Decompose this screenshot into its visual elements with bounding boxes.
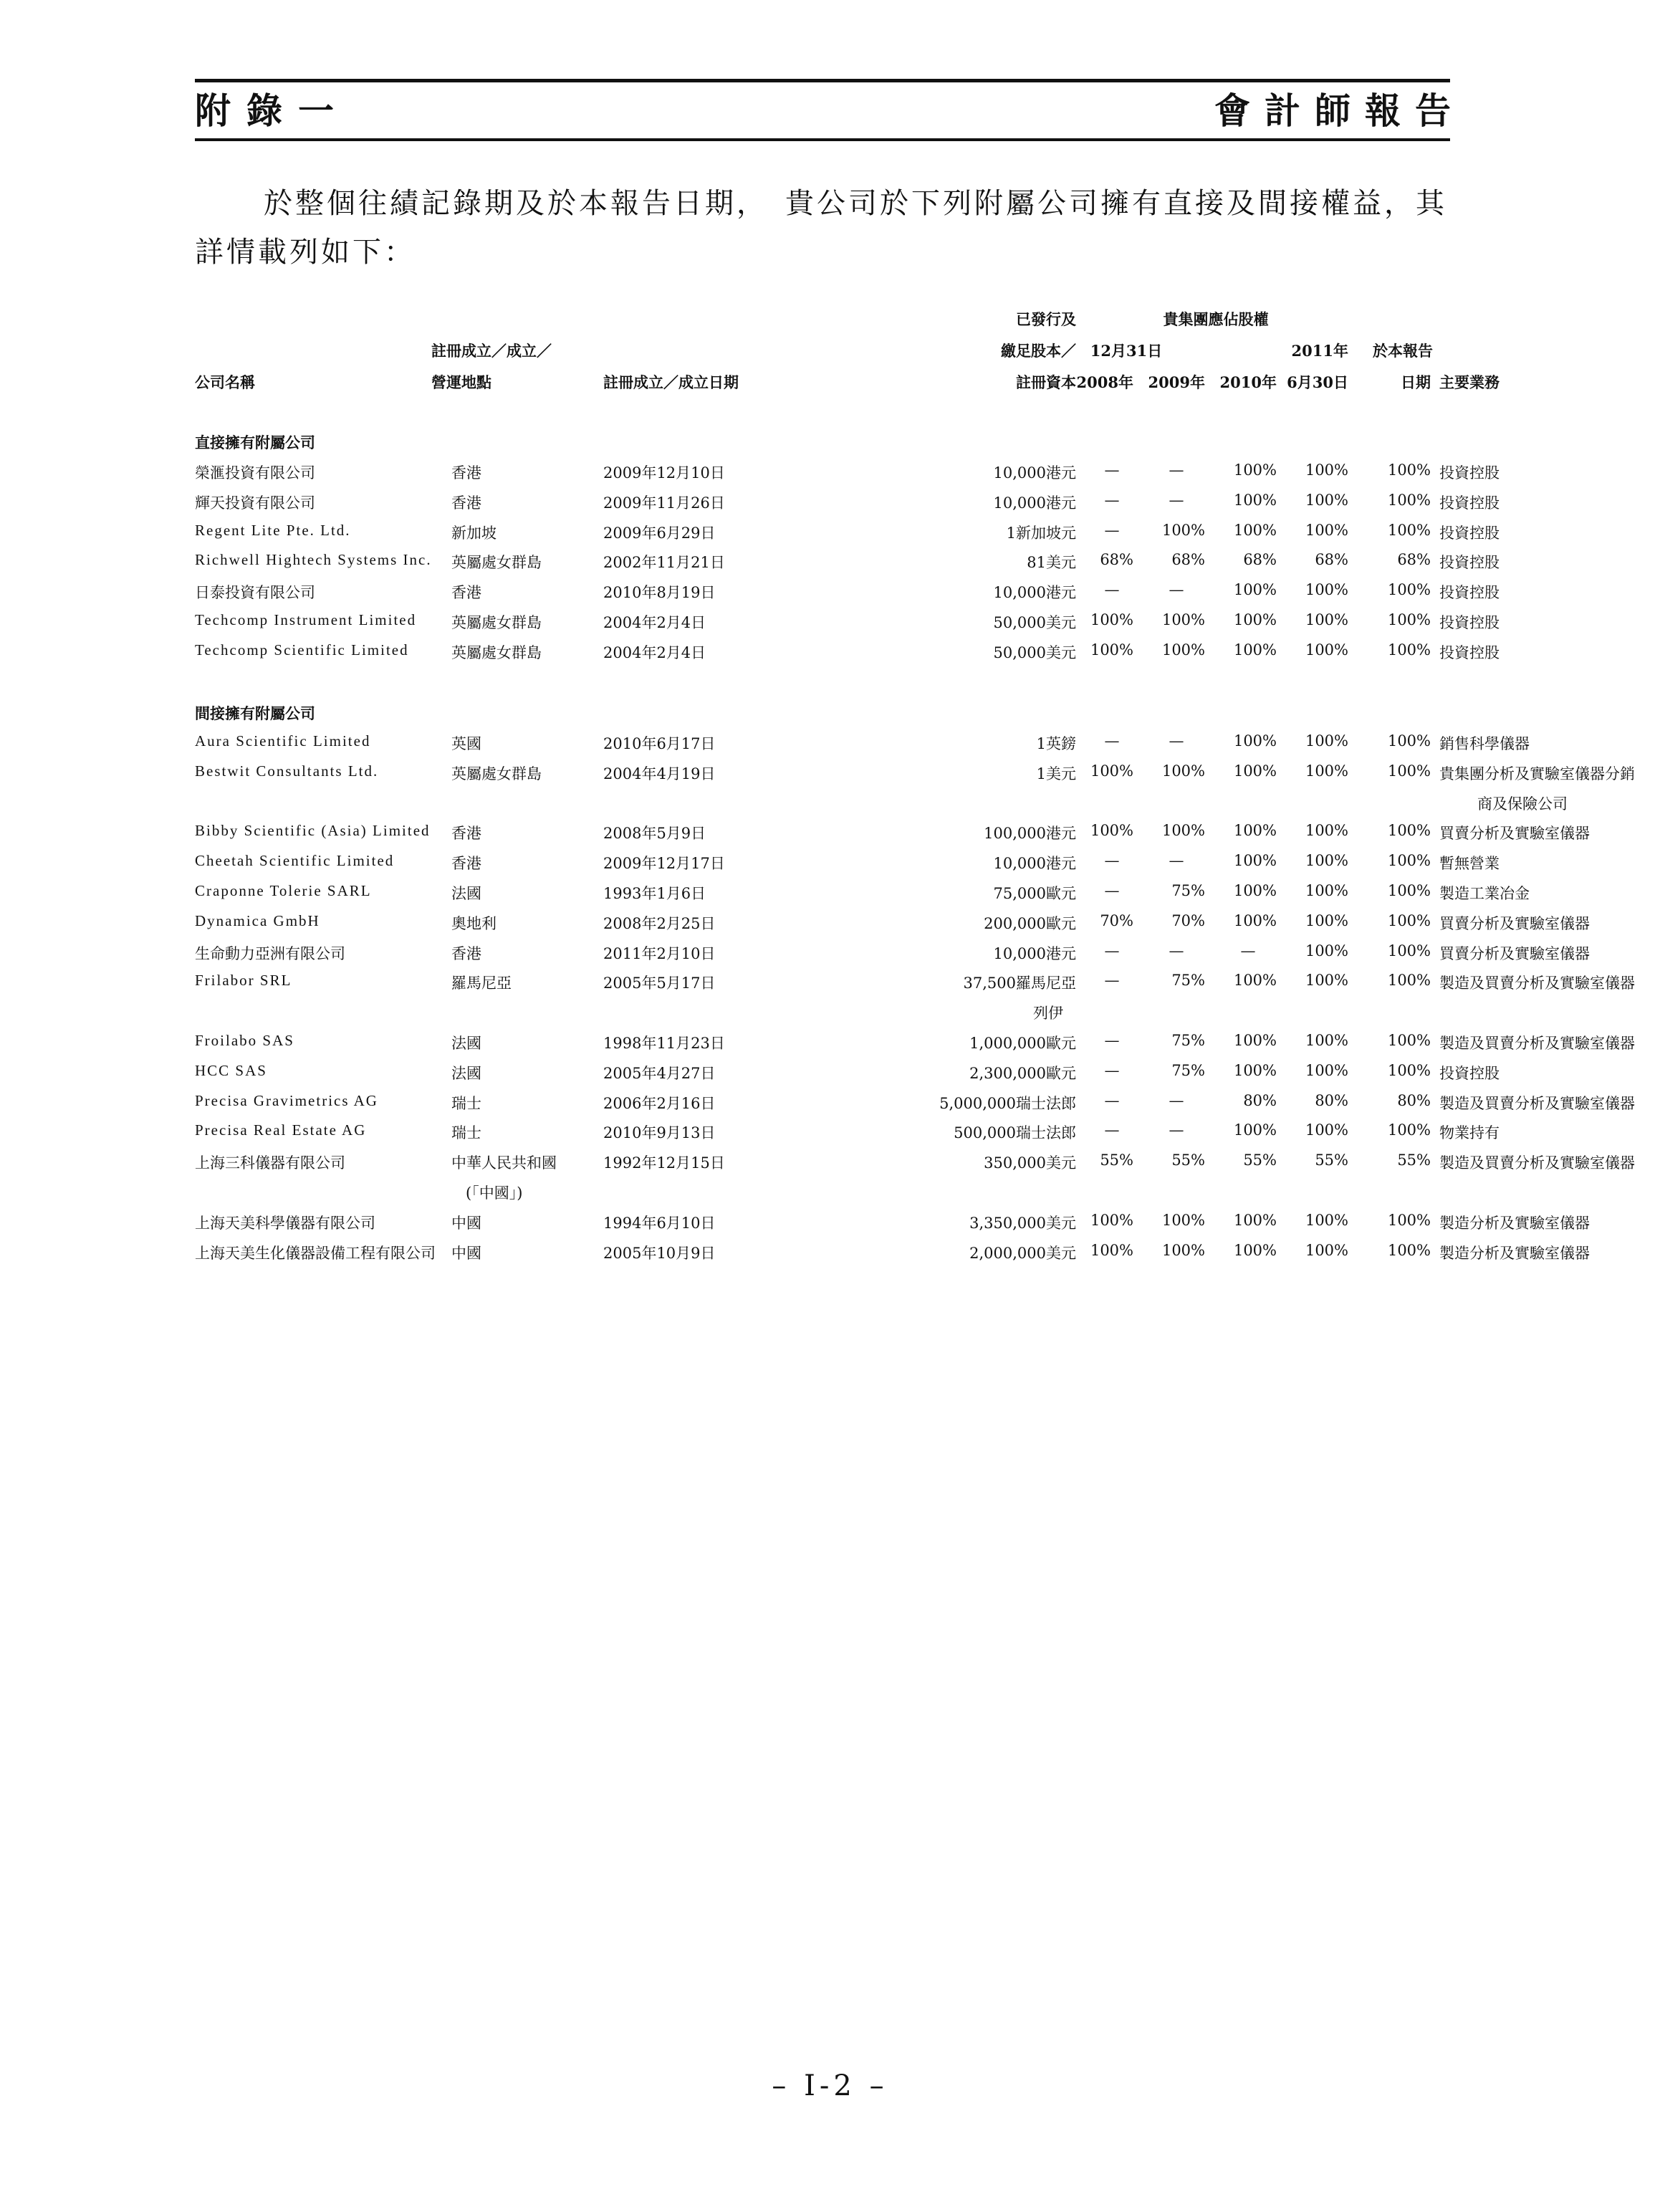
cell-date: 1992年12月15日 xyxy=(603,1154,725,1172)
cell-place: 法國 xyxy=(451,885,481,902)
cell-company: Techcomp Instrument Limited xyxy=(195,611,417,628)
cell-capital: 1,000,000歐元 xyxy=(969,1035,1076,1052)
cell-y2009: 100% xyxy=(1161,1211,1205,1229)
cell-company: Craponne Tolerie SARL xyxy=(195,882,372,899)
cell-y2008: — xyxy=(1104,521,1120,539)
cell-capital: 100,000港元 xyxy=(984,825,1076,843)
cell-place: 英屬處女群島 xyxy=(451,614,542,631)
cell-y2008: — xyxy=(1104,972,1120,990)
cell-company: Richwell Hightech Systems Inc. xyxy=(195,551,432,569)
cell-company: Precisa Gravimetrics AG xyxy=(195,1091,378,1109)
cell-business: 製造及買賣分析及實驗室儀器 xyxy=(1439,1154,1635,1172)
cell-capital: 3,350,000美元 xyxy=(969,1214,1076,1232)
cell-place: 法國 xyxy=(451,1035,481,1052)
cell-y2009: — xyxy=(1169,581,1184,599)
cell-date: 2008年2月25日 xyxy=(603,914,716,932)
cell-place: 英屬處女群島 xyxy=(451,643,542,661)
cell-jun2011: 100% xyxy=(1305,611,1348,628)
cell-y2009: 70% xyxy=(1171,911,1205,929)
cell-y2009: 68% xyxy=(1171,551,1205,569)
cell-date: 1993年1月6日 xyxy=(603,885,706,902)
cell-jun2011: 100% xyxy=(1305,1032,1348,1049)
cell-business: 買賣分析及實驗室儀器 xyxy=(1439,914,1590,932)
cell-company: Bestwit Consultants Ltd. xyxy=(195,762,379,780)
cell-report: 100% xyxy=(1387,1211,1431,1229)
cell-y2008: 100% xyxy=(1090,762,1133,780)
cell-date: 2008年5月9日 xyxy=(603,825,706,843)
cell-report: 68% xyxy=(1397,551,1431,569)
cell-jun2011: 80% xyxy=(1315,1091,1348,1109)
cell-y2008: — xyxy=(1104,461,1120,479)
cell-place: 香港 xyxy=(451,494,481,512)
th-place-2: 營運地點 xyxy=(431,373,491,391)
cell-capital: 1美元 xyxy=(1036,765,1076,782)
intro-paragraph: 於整個往績記錄期及於本報告日期， 貴公司於下列附屬公司擁有直接及間接權益，其詳情載列如下： xyxy=(195,187,1447,269)
th-company: 公司名稱 xyxy=(195,373,255,391)
cell-report: 100% xyxy=(1387,1121,1431,1139)
cell-company: 日泰投資有限公司 xyxy=(195,584,315,602)
cell-business: 暫無營業 xyxy=(1439,855,1500,873)
cell-y2008: 70% xyxy=(1100,911,1133,929)
cell-report: 55% xyxy=(1397,1152,1431,1169)
cell-y2008: — xyxy=(1104,852,1120,870)
cell-company: Precisa Real Estate AG xyxy=(195,1121,367,1139)
cell-y2009: 100% xyxy=(1161,521,1205,539)
cell-y2009: 100% xyxy=(1161,641,1205,659)
cell-y2008: 100% xyxy=(1090,641,1133,659)
cell-place: 瑞士 xyxy=(451,1094,481,1112)
cell-report: 100% xyxy=(1387,491,1431,509)
cell-y2010: 100% xyxy=(1233,1211,1277,1229)
cell-date: 2010年6月17日 xyxy=(603,735,716,752)
cell-date: 2004年4月19日 xyxy=(603,765,716,782)
cell-place: 瑞士 xyxy=(451,1124,481,1142)
header-top-rule xyxy=(195,79,1450,82)
cell-y2010: 100% xyxy=(1233,852,1277,870)
cell-company: 上海三科儀器有限公司 xyxy=(195,1154,345,1172)
cell-company: 生命動力亞洲有限公司 xyxy=(195,944,345,962)
cell-y2008: — xyxy=(1104,581,1120,599)
cell-capital: 500,000瑞士法郎 xyxy=(954,1124,1076,1142)
cell-report: 100% xyxy=(1387,461,1431,479)
th-issued-2: 繳足股本／ xyxy=(1001,342,1076,360)
cell-y2010: 100% xyxy=(1233,611,1277,628)
cell-place: 英屬處女群島 xyxy=(451,765,542,782)
cell-y2009: 75% xyxy=(1171,1032,1205,1049)
cell-company: 輝天投資有限公司 xyxy=(195,494,315,512)
cell-capital: 1新加坡元 xyxy=(1006,524,1076,542)
cell-y2008: — xyxy=(1104,732,1120,750)
cell-business: 貴集團分析及實驗室儀器分銷 xyxy=(1439,765,1635,782)
cell-capital: 5,000,000瑞士法郎 xyxy=(939,1094,1076,1112)
cell-y2008: — xyxy=(1104,1032,1120,1049)
cell-report: 100% xyxy=(1387,521,1431,539)
cell-capital: 10,000港元 xyxy=(993,584,1076,602)
cell-y2010: 100% xyxy=(1233,882,1277,899)
th-business: 主要業務 xyxy=(1439,373,1500,391)
cell-business: 投資控股 xyxy=(1439,584,1500,602)
cell-place: 香港 xyxy=(451,944,481,962)
cell-y2008: — xyxy=(1104,942,1120,959)
cell-company: 上海天美生化儀器設備工程有限公司 xyxy=(195,1244,436,1262)
cell-jun2011: 100% xyxy=(1305,581,1348,599)
appendix-title: 附錄一 xyxy=(195,90,350,132)
cell-date: 2009年12月17日 xyxy=(603,855,725,873)
cell-company: Dynamica GmbH xyxy=(195,911,320,929)
cell-place: 中國 xyxy=(451,1244,481,1262)
cell-place: 香港 xyxy=(451,825,481,843)
cell-report: 100% xyxy=(1387,581,1431,599)
th-jun30: 6月30日 xyxy=(1287,373,1348,391)
th-group-interest: 貴集團應佔股權 xyxy=(1163,310,1269,328)
cell-jun2011: 100% xyxy=(1305,822,1348,840)
cell-y2010: 100% xyxy=(1233,972,1277,990)
cell-company: Frilabor SRL xyxy=(195,972,292,990)
cell-report: 100% xyxy=(1387,732,1431,750)
cell-business: 銷售科學儀器 xyxy=(1439,735,1530,752)
cell-y2010: 80% xyxy=(1243,1091,1277,1109)
cell-y2008: 68% xyxy=(1100,551,1133,569)
cell-capital: 37,500羅馬尼亞 xyxy=(963,975,1076,992)
cell-date: 2010年8月19日 xyxy=(603,584,716,602)
cell-company: Aura Scientific Limited xyxy=(195,732,371,750)
section-direct: 直接擁有附屬公司 xyxy=(195,434,315,451)
cell-business: 買賣分析及實驗室儀器 xyxy=(1439,944,1590,962)
cell-y2008: 100% xyxy=(1090,611,1133,628)
cell-capital: 81美元 xyxy=(1027,554,1076,572)
th-report-1: 於本報告 xyxy=(1373,342,1433,360)
cell-capital: 1英鎊 xyxy=(1036,735,1076,752)
cell-place-cont: (「中國」) xyxy=(466,1184,523,1202)
cell-date: 2011年2月10日 xyxy=(603,944,716,962)
cell-capital: 10,000港元 xyxy=(993,464,1076,482)
cell-y2009: 75% xyxy=(1171,1061,1205,1079)
cell-company: Techcomp Scientific Limited xyxy=(195,641,409,659)
cell-date: 2009年12月10日 xyxy=(603,464,725,482)
cell-jun2011: 100% xyxy=(1305,1121,1348,1139)
cell-y2008: — xyxy=(1104,882,1120,899)
cell-business: 製造工業冶金 xyxy=(1439,885,1530,902)
cell-y2009: — xyxy=(1169,461,1184,479)
cell-report: 100% xyxy=(1387,641,1431,659)
cell-y2008: — xyxy=(1104,1121,1120,1139)
cell-date: 2005年10月9日 xyxy=(603,1244,716,1262)
cell-y2009: — xyxy=(1169,732,1184,750)
cell-y2009: — xyxy=(1169,491,1184,509)
cell-y2009: — xyxy=(1169,942,1184,959)
cell-jun2011: 100% xyxy=(1305,942,1348,959)
cell-jun2011: 68% xyxy=(1315,551,1348,569)
cell-report: 100% xyxy=(1387,762,1431,780)
cell-y2010: 68% xyxy=(1243,551,1277,569)
cell-place: 英國 xyxy=(451,735,481,752)
th-y2010: 2010年 xyxy=(1219,373,1277,391)
cell-jun2011: 100% xyxy=(1305,1061,1348,1079)
cell-y2010: — xyxy=(1240,942,1256,959)
cell-y2008: — xyxy=(1104,491,1120,509)
cell-y2008: — xyxy=(1104,1091,1120,1109)
cell-company: HCC SAS xyxy=(195,1061,267,1079)
cell-capital: 2,300,000歐元 xyxy=(969,1064,1076,1082)
cell-company: Cheetah Scientific Limited xyxy=(195,852,395,870)
cell-capital: 200,000歐元 xyxy=(984,914,1076,932)
th-place-1: 註冊成立／成立／ xyxy=(431,342,552,360)
cell-business: 投資控股 xyxy=(1439,614,1500,631)
cell-y2009: 55% xyxy=(1171,1152,1205,1169)
cell-y2009: 100% xyxy=(1161,1241,1205,1259)
th-issued-3: 註冊資本 xyxy=(1016,373,1076,391)
cell-y2010: 100% xyxy=(1233,762,1277,780)
cell-jun2011: 100% xyxy=(1305,641,1348,659)
th-issued-1: 已發行及 xyxy=(1016,310,1076,328)
cell-place: 新加坡 xyxy=(451,524,496,542)
th-y2011: 2011年 xyxy=(1291,342,1348,360)
cell-date: 1994年6月10日 xyxy=(603,1214,716,1232)
cell-report: 100% xyxy=(1387,942,1431,959)
cell-y2009: 75% xyxy=(1171,882,1205,899)
cell-y2010: 100% xyxy=(1233,732,1277,750)
cell-y2010: 100% xyxy=(1233,581,1277,599)
cell-y2010: 100% xyxy=(1233,822,1277,840)
cell-business: 買賣分析及實驗室儀器 xyxy=(1439,825,1590,843)
cell-y2010: 100% xyxy=(1233,491,1277,509)
cell-jun2011: 100% xyxy=(1305,1211,1348,1229)
cell-business: 製造及買賣分析及實驗室儀器 xyxy=(1439,975,1635,992)
cell-jun2011: 100% xyxy=(1305,911,1348,929)
cell-report: 100% xyxy=(1387,1241,1431,1259)
cell-business-cont: 商及保險公司 xyxy=(1477,795,1568,813)
cell-date: 2002年11月21日 xyxy=(603,554,725,572)
cell-capital: 10,000港元 xyxy=(993,944,1076,962)
report-title: 會計師報告 xyxy=(1214,90,1465,132)
cell-y2008: 55% xyxy=(1100,1152,1133,1169)
cell-y2010: 100% xyxy=(1233,641,1277,659)
cell-place: 奧地利 xyxy=(451,914,496,932)
cell-company: 榮滙投資有限公司 xyxy=(195,464,315,482)
cell-y2008: 100% xyxy=(1090,1241,1133,1259)
cell-jun2011: 100% xyxy=(1305,852,1348,870)
cell-y2008: 100% xyxy=(1090,822,1133,840)
cell-date: 2005年5月17日 xyxy=(603,975,716,992)
cell-date: 2009年6月29日 xyxy=(603,524,716,542)
th-y2008: 2008年 xyxy=(1076,373,1133,391)
th-date: 註冊成立／成立日期 xyxy=(603,373,739,391)
cell-y2010: 100% xyxy=(1233,1032,1277,1049)
cell-y2009: — xyxy=(1169,852,1184,870)
cell-capital: 75,000歐元 xyxy=(993,885,1076,902)
cell-y2009: 100% xyxy=(1161,762,1205,780)
cell-place: 香港 xyxy=(451,464,481,482)
cell-report: 100% xyxy=(1387,1032,1431,1049)
cell-y2010: 100% xyxy=(1233,461,1277,479)
cell-y2010: 55% xyxy=(1243,1152,1277,1169)
cell-company: Froilabo SAS xyxy=(195,1032,294,1049)
cell-place: 中華人民共和國 xyxy=(451,1154,557,1172)
section-indirect: 間接擁有附屬公司 xyxy=(195,704,315,722)
cell-y2010: 100% xyxy=(1233,521,1277,539)
th-y2009: 2009年 xyxy=(1148,373,1205,391)
cell-capital: 10,000港元 xyxy=(993,494,1076,512)
cell-y2010: 100% xyxy=(1233,1241,1277,1259)
cell-y2010: 100% xyxy=(1233,911,1277,929)
cell-business: 投資控股 xyxy=(1439,1064,1500,1082)
cell-business: 投資控股 xyxy=(1439,494,1500,512)
cell-report: 100% xyxy=(1387,1061,1431,1079)
cell-jun2011: 100% xyxy=(1305,882,1348,899)
cell-y2009: 100% xyxy=(1161,822,1205,840)
cell-y2008: — xyxy=(1104,1061,1120,1079)
cell-y2009: 75% xyxy=(1171,972,1205,990)
cell-jun2011: 55% xyxy=(1315,1152,1348,1169)
cell-capital: 50,000美元 xyxy=(993,614,1076,631)
cell-business: 投資控股 xyxy=(1439,464,1500,482)
cell-date: 2006年2月16日 xyxy=(603,1094,716,1112)
cell-company: Regent Lite Pte. Ltd. xyxy=(195,521,351,539)
cell-capital: 50,000美元 xyxy=(993,643,1076,661)
cell-place: 羅馬尼亞 xyxy=(451,975,512,992)
cell-report: 100% xyxy=(1387,822,1431,840)
cell-jun2011: 100% xyxy=(1305,762,1348,780)
cell-place: 英屬處女群島 xyxy=(451,554,542,572)
cell-report: 100% xyxy=(1387,911,1431,929)
th-dec31: 12月31日 xyxy=(1090,342,1163,360)
cell-business: 物業持有 xyxy=(1439,1124,1500,1142)
header-bottom-rule xyxy=(195,138,1450,141)
cell-company: Bibby Scientific (Asia) Limited xyxy=(195,822,431,840)
cell-y2009: — xyxy=(1169,1121,1184,1139)
cell-report: 100% xyxy=(1387,611,1431,628)
cell-jun2011: 100% xyxy=(1305,972,1348,990)
cell-y2008: 100% xyxy=(1090,1211,1133,1229)
cell-date: 2005年4月27日 xyxy=(603,1064,716,1082)
cell-date: 2009年11月26日 xyxy=(603,494,725,512)
cell-jun2011: 100% xyxy=(1305,491,1348,509)
cell-y2009: 100% xyxy=(1161,611,1205,628)
cell-capital: 2,000,000美元 xyxy=(969,1244,1076,1262)
cell-business: 製造及買賣分析及實驗室儀器 xyxy=(1439,1094,1635,1112)
cell-business: 投資控股 xyxy=(1439,554,1500,572)
cell-business: 製造分析及實驗室儀器 xyxy=(1439,1214,1590,1232)
cell-date: 1998年11月23日 xyxy=(603,1035,725,1052)
cell-business: 投資控股 xyxy=(1439,643,1500,661)
th-report-2: 日期 xyxy=(1401,373,1431,391)
cell-capital: 10,000港元 xyxy=(993,855,1076,873)
cell-y2010: 100% xyxy=(1233,1061,1277,1079)
cell-date: 2010年9月13日 xyxy=(603,1124,716,1142)
cell-report: 80% xyxy=(1397,1091,1431,1109)
cell-place: 香港 xyxy=(451,584,481,602)
cell-company: 上海天美科學儀器有限公司 xyxy=(195,1214,375,1232)
cell-y2009: — xyxy=(1169,1091,1184,1109)
page-number: – I-2 – xyxy=(772,2069,888,2102)
cell-place: 香港 xyxy=(451,855,481,873)
cell-jun2011: 100% xyxy=(1305,732,1348,750)
cell-y2010: 100% xyxy=(1233,1121,1277,1139)
cell-business: 製造及買賣分析及實驗室儀器 xyxy=(1439,1035,1635,1052)
cell-place: 中國 xyxy=(451,1214,481,1232)
cell-capital-cont: 列伊 xyxy=(1033,1005,1063,1023)
cell-capital: 350,000美元 xyxy=(984,1154,1076,1172)
cell-jun2011: 100% xyxy=(1305,461,1348,479)
cell-business: 投資控股 xyxy=(1439,524,1500,542)
cell-jun2011: 100% xyxy=(1305,1241,1348,1259)
cell-report: 100% xyxy=(1387,882,1431,899)
cell-report: 100% xyxy=(1387,852,1431,870)
cell-report: 100% xyxy=(1387,972,1431,990)
cell-business: 製造分析及實驗室儀器 xyxy=(1439,1244,1590,1262)
cell-date: 2004年2月4日 xyxy=(603,643,706,661)
cell-place: 法國 xyxy=(451,1064,481,1082)
cell-date: 2004年2月4日 xyxy=(603,614,706,631)
cell-jun2011: 100% xyxy=(1305,521,1348,539)
